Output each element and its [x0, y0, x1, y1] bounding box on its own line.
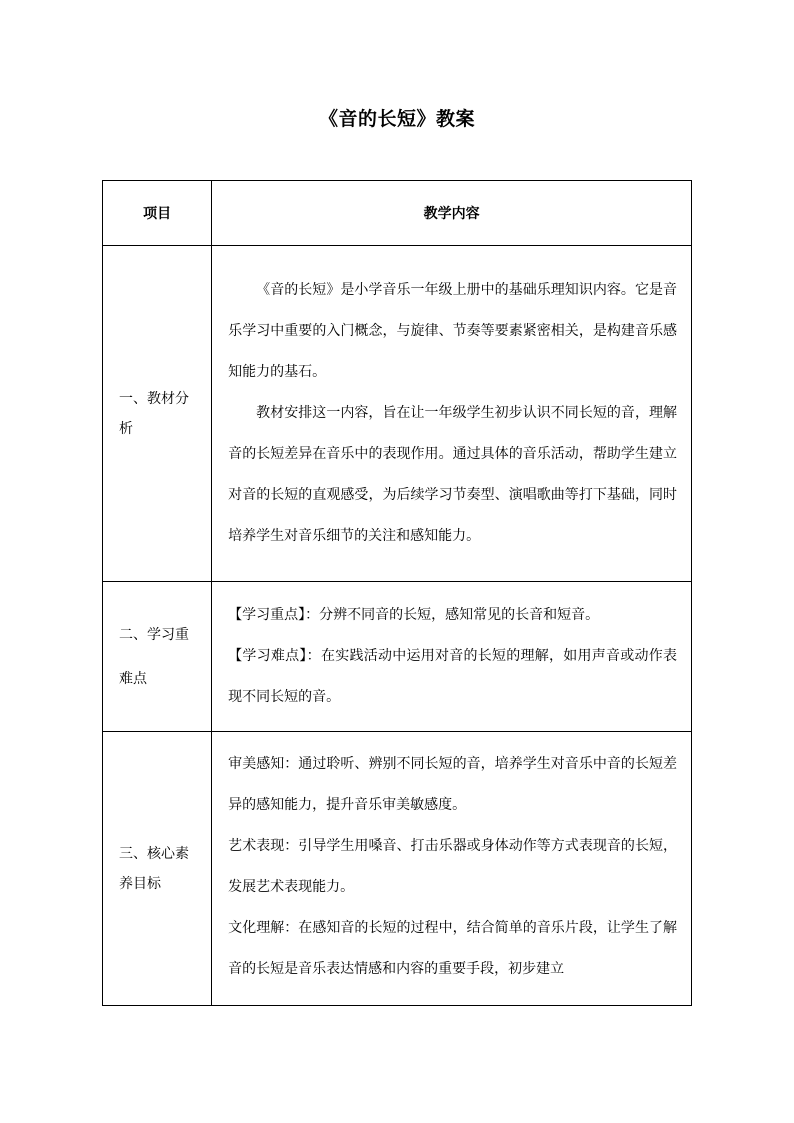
- content-paragraph: 【学习重点】：分辨不同音的长短，感知常见的长音和短音。: [228, 607, 600, 623]
- row-label-core-literacy-goals: 三、核心素养目标: [103, 732, 212, 1006]
- row-content-core-literacy-goals: [212, 732, 692, 1006]
- content-paragraph: 艺术表现：引导学生用嗓音、打击乐器或身体动作等方式表现音的长短，发展艺术表现能力。: [228, 838, 677, 895]
- header-item: 项目: [103, 181, 212, 246]
- content-paragraph: 【学习难点】：在实践活动中运用对音的长短的理解，如用声音或动作表现不同长短的音。: [228, 648, 677, 705]
- header-content: 教学内容: [212, 181, 692, 246]
- row-label-textbook-analysis: 一、教材分析: [103, 246, 212, 582]
- lesson-plan-table: [102, 180, 692, 1006]
- content-paragraph: 文化理解：在感知音的长短的过程中，结合简单的音乐片段，让学生了解音的长短是音乐表达情感和内容的重要手段，初步建立: [228, 920, 677, 977]
- content-paragraph: 《音的长短》是小学音乐一年级上册中的基础乐理知识内容。它是音乐学习中重要的入门概念，与旋律、节奏等要素紧密相关，是构建音乐感知能力的基石。: [228, 282, 677, 380]
- content-paragraph: 审美感知：通过聆听、辨别不同长短的音，培养学生对音乐中音的长短差异的感知能力，提升音乐审美敏感度。: [228, 756, 677, 813]
- row-label-key-difficult-points: 二、学习重难点: [103, 582, 212, 732]
- document-title: 《音的长短》教案: [318, 108, 475, 130]
- content-paragraph: 教材安排这一内容，旨在让一年级学生初步认识不同长短的音，理解音的长短差异在音乐中的表现作用。通过具体的音乐活动，帮助学生建立对音的长短的直观感受，为后续学习节奏型、演唱歌曲等打下基础，同时培养学生对音乐细节的关注和感知能力。: [228, 405, 677, 544]
- table-row-core-literacy-goals: [103, 732, 692, 1006]
- table-row-key-difficult-points: [103, 582, 692, 732]
- table-row-textbook-analysis: [103, 246, 692, 582]
- row-content-key-difficult-points: [212, 582, 692, 732]
- table-header-row: [103, 181, 692, 246]
- row-content-textbook-analysis: [212, 246, 692, 582]
